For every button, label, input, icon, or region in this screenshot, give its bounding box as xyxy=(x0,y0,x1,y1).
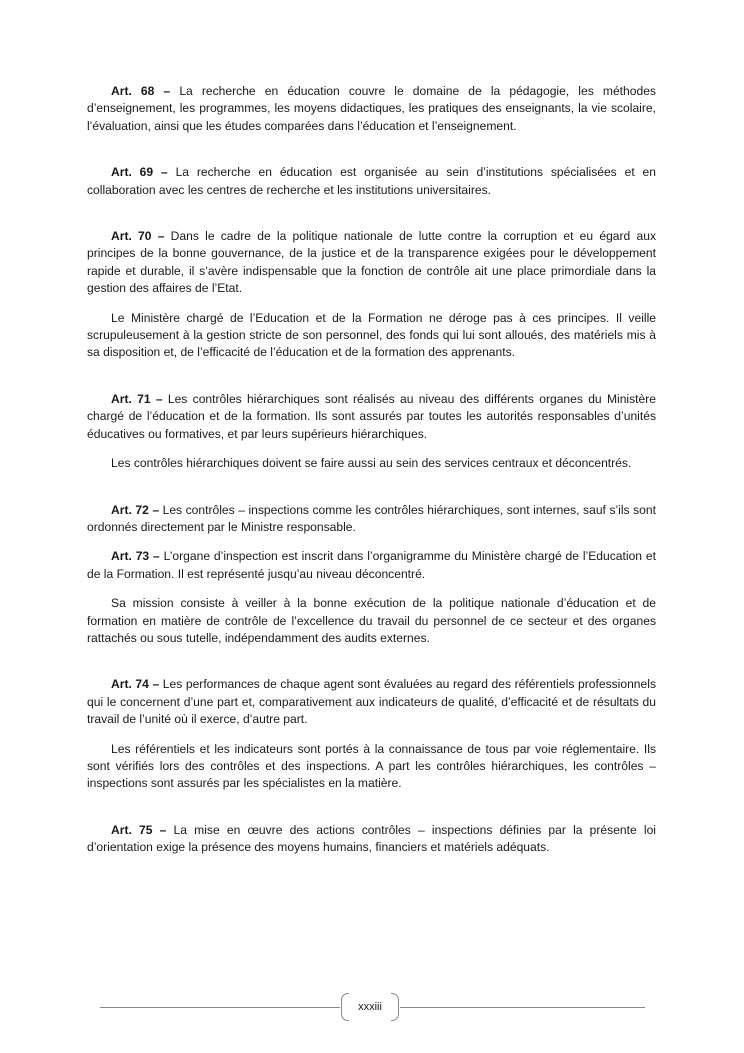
article-70-paragraph-1 xyxy=(87,228,656,298)
article-69-text: La recherche en éducation est organisée au sein d’institutions spécialisées et en collaboration avec les centres de recherche et les institutions universitaires. xyxy=(87,165,656,197)
article-72-text: Les contrôles – inspections comme les contrôles hiérarchiques, sont internes, sauf s’ils sont ordonnés directement par le Ministre responsable. xyxy=(87,502,656,534)
article-71-paragraph-2: Les contrôles hiérarchiques doivent se faire aussi au sein des services centraux et déconcentrés. xyxy=(111,456,632,471)
article-73-heading: Art. 73 – xyxy=(111,549,160,564)
article-74-paragraph-2: Les référentiels et les indicateurs sont portés à la connaissance de tous par voie réglementaire. Ils sont vérifiés lors des contrôles et des inspections. A part les contrôles hiérarchiques, les contrôles – inspections sont assurés par les spécialistes en la matière. xyxy=(87,741,656,791)
article-70-text: Dans le cadre de la politique nationale de lutte contre la corruption et eu égard aux principes de la bonne gouvernance, de la justice et de la transparence exigées pour le développement rapide et durable, il s’avère indispensable que la fonction de contrôle ait une place primordiale dans la gestion des affaires de l’Etat. xyxy=(87,229,656,296)
document-body xyxy=(87,83,656,857)
article-69-paragraph-1 xyxy=(87,164,656,199)
article-74-heading: Art. 74 – xyxy=(111,677,160,692)
article-71-text: Les contrôles hiérarchiques sont réalisés au niveau des différents organes du Ministère chargé de l’éducation et de la formation. Ils sont assurés par toutes les autorités responsables d’unités éducatives ou formatives, et par leurs supérieurs hiérarchiques. xyxy=(87,391,656,441)
article-73-paragraph-1 xyxy=(87,548,656,583)
article-72-paragraph-1 xyxy=(87,502,656,537)
article-75-paragraph-1 xyxy=(87,822,656,857)
article-73-text: L’organe d’inspection est inscrit dans l’organigramme du Ministère chargé de l’Education et de la Formation. Il est représenté jusqu’au niveau déconcentré. xyxy=(87,549,656,581)
article-68-paragraph-1 xyxy=(87,83,656,135)
article-68-heading: Art. 68 – xyxy=(111,84,171,98)
article-74-text: Les performances de chaque agent sont évaluées au regard des référentiels professionnels qui le concernent d’une part et, comparativement aux indicateurs de qualité, d’efficacité et de résultats du travail de l’unité où il exerce, d’autre part. xyxy=(87,677,656,727)
article-71-paragraph-1 xyxy=(87,391,656,443)
footer-close-bracket xyxy=(391,993,399,1021)
article-70-paragraph-2: Le Ministère chargé de l’Education et de la Formation ne déroge pas à ces principes. Il veille scrupuleusement à la gestion stricte de son personnel, des fonds qui lui sont alloués, des matériels mis à sa disposition et, de l’efficacité de l’éducation et de la formation des apprenants. xyxy=(87,310,656,360)
footer-open-bracket xyxy=(341,993,349,1021)
article-73-paragraph-2: Sa mission consiste à veiller à la bonne exécution de la politique nationale d’éducation et de formation en matière de contrôle de l’excellence du travail du personnel de ce secteur et des organes rattachés ou sous tutelle, indépendamment des audits externes. xyxy=(87,596,656,645)
article-69-heading: Art. 69 – xyxy=(111,165,168,180)
footer-rule-right xyxy=(400,1007,645,1008)
article-68-text: La recherche en éducation couvre le domaine de la pédagogie, les méthodes d’enseignement, les programmes, les moyens didactiques, les pratiques des enseignants, la vie scolaire, l’évaluation, ainsi que les études comparées dans l’éducation et l’enseignement. xyxy=(87,84,656,133)
footer-rule-left xyxy=(100,1007,340,1008)
article-75-heading: Art. 75 – xyxy=(111,822,167,837)
article-75-text: La mise en œuvre des actions contrôles – inspections définies par la présente loi d’orientation exige la présence des moyens humains, financiers et matériels adéquats. xyxy=(87,822,656,855)
page-number: xxxiii xyxy=(358,1001,382,1013)
page-footer xyxy=(100,993,645,1023)
article-70-heading: Art. 70 – xyxy=(111,229,165,244)
article-74-paragraph-1 xyxy=(87,676,656,728)
article-72-heading: Art. 72 – xyxy=(111,502,160,517)
article-71-heading: Art. 71 – xyxy=(111,391,163,406)
